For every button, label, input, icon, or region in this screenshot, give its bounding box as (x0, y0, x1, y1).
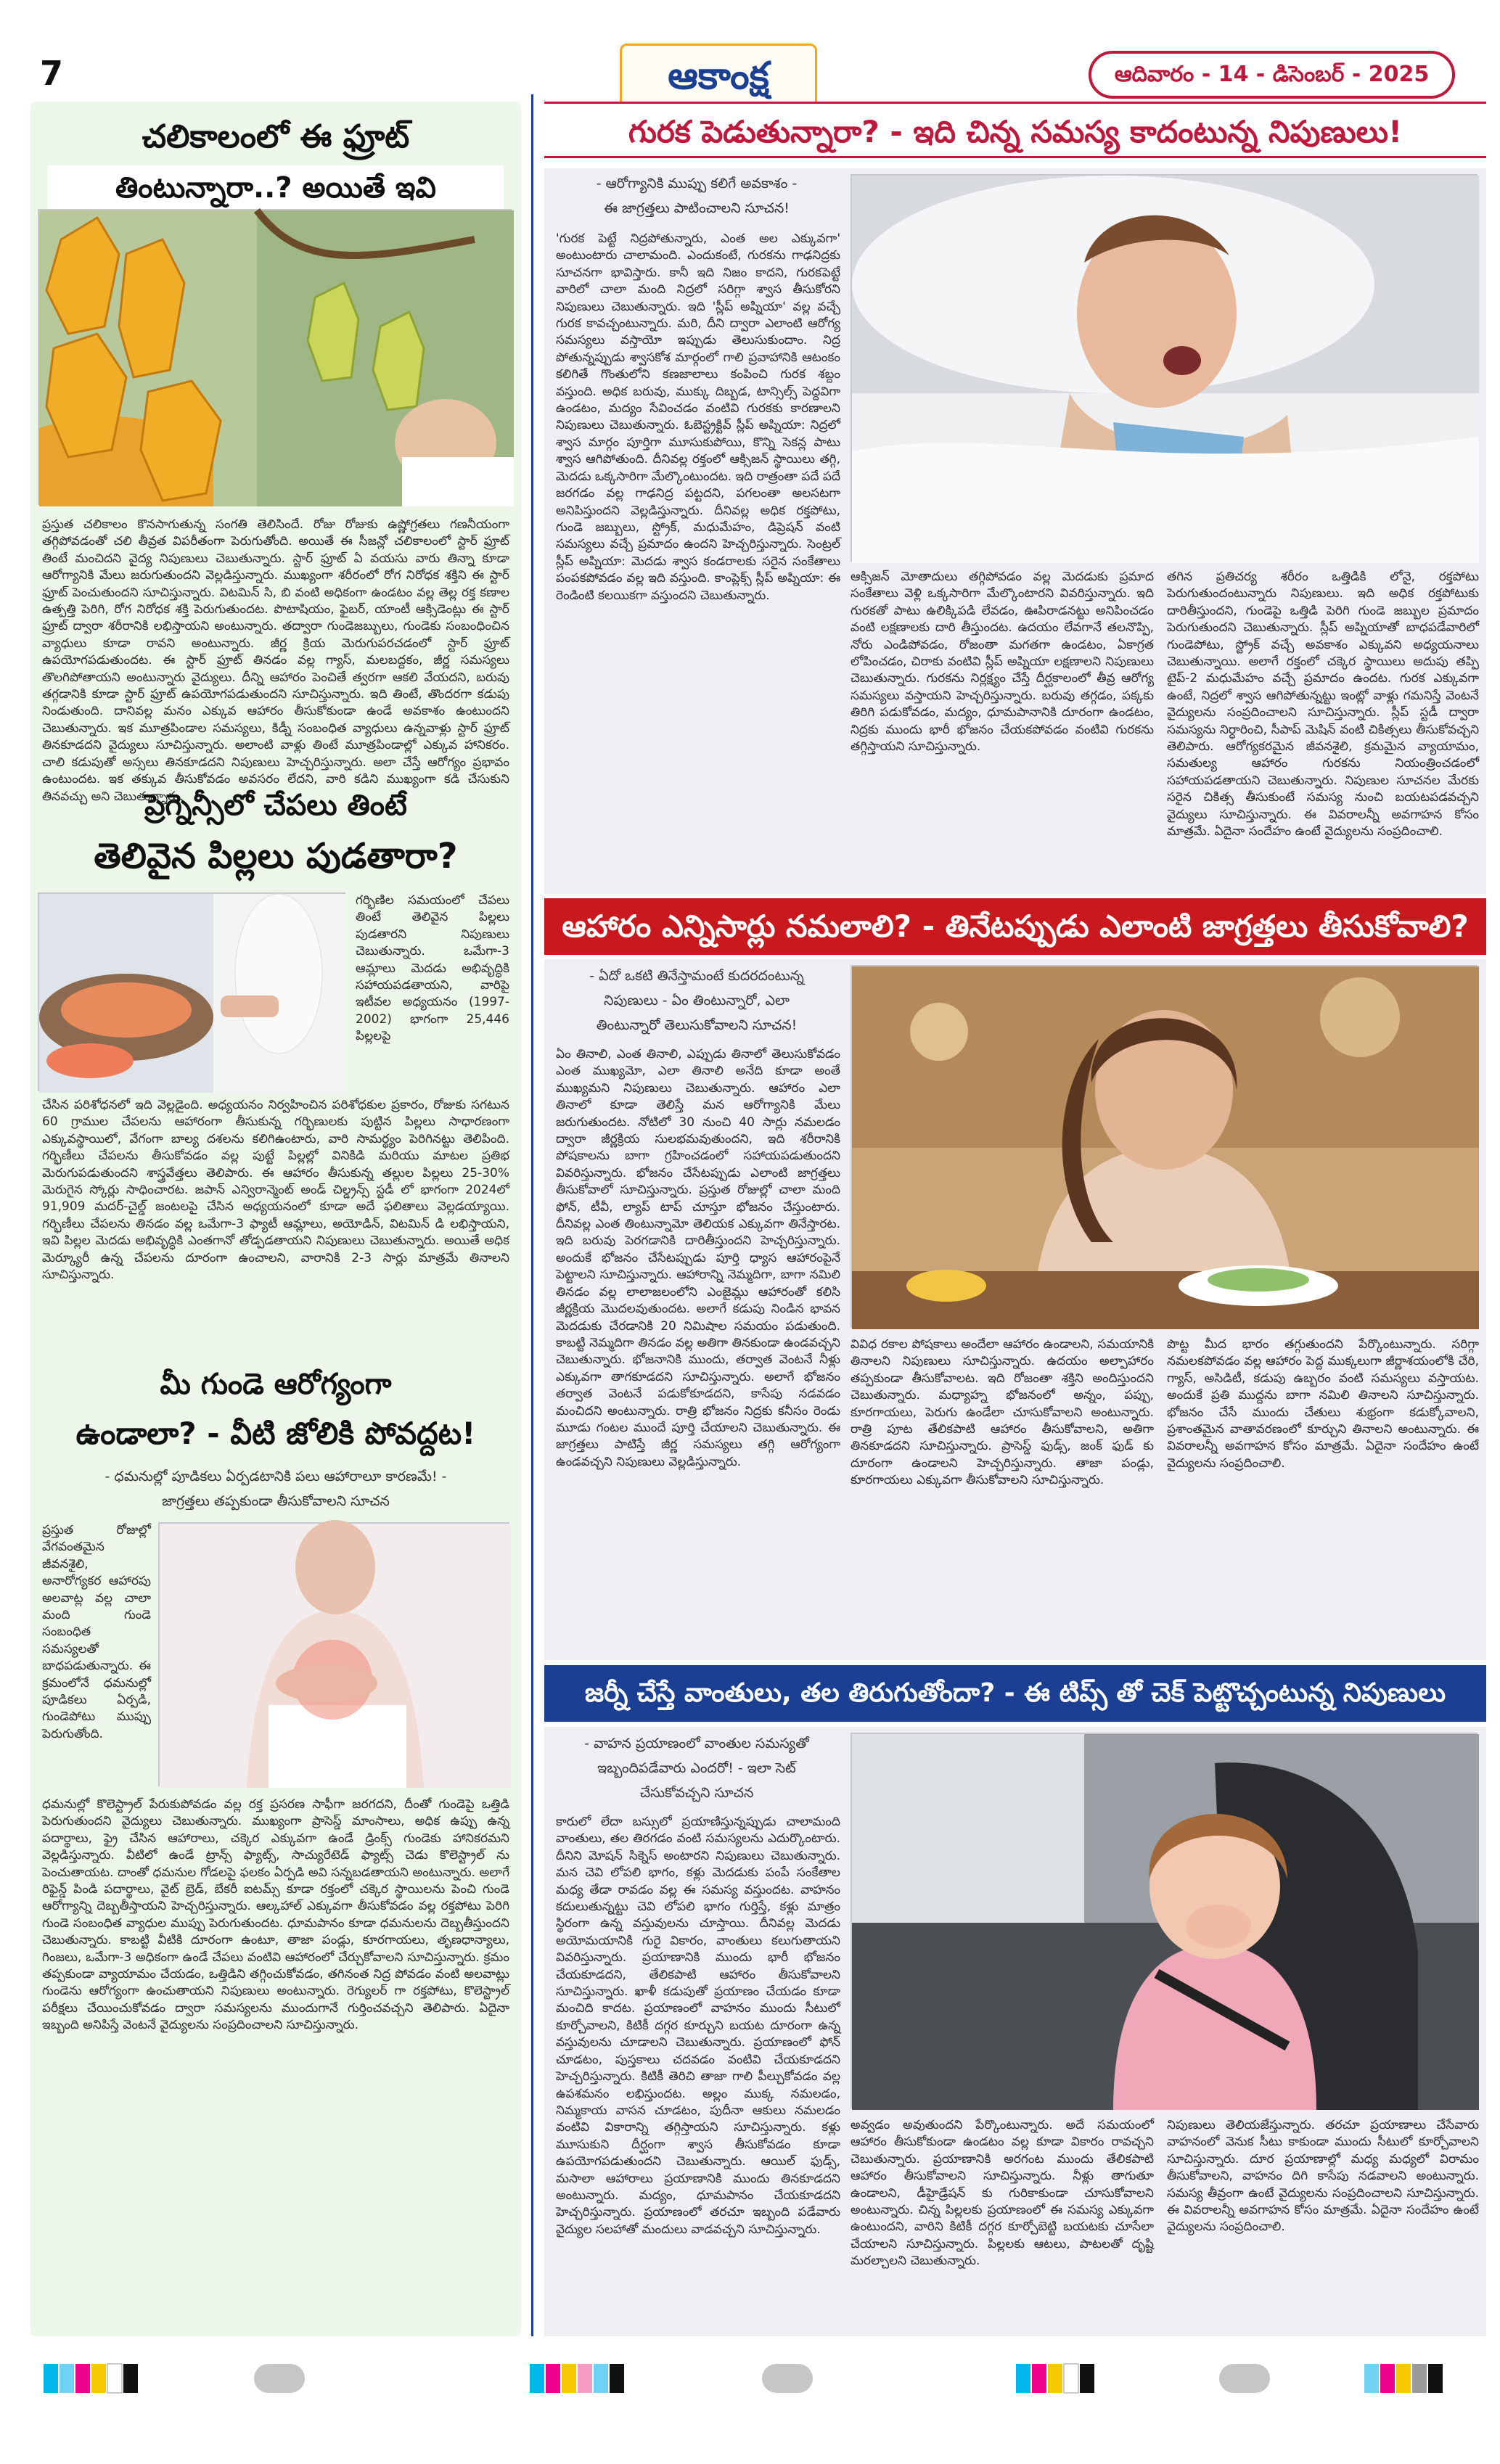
heart-title-line2: ఉండాలా? - వీటి జోలికి పోవద్దట! (75, 1416, 476, 1451)
woman-eating-illustration (852, 966, 1479, 1329)
registration-pill-2 (762, 2364, 813, 2393)
registration-pill-icon (254, 2364, 305, 2393)
heart-body: ధమనుల్లో కొలెస్ట్రాల్ పేరుకుపోవడం వల్ల రక్త ప్రసరణ సాఫీగా జరగదని, దీంతో గుండెపై ఒత్తిడి పెరుగుతుందని వైద్యులు చెబుతున్నారు. ముఖ్యంగా ప్రాసెస్డ్ మాంసాలు, అధిక ఉప్పు ఉన్న పదార్థాలు, ఫ్రై చేసిన ఆహారాలు, చక్కెర ఎక్కువగా ఉండే డ్రింక్స్ గుండెకు హానికరమని వెల్లడిస్తున్నారు. వీటిలో ఉండే ట్రాన్స్ ఫ్యాట్స్, సాచ్యురేటెడ్ ఫ్యాట్స్ చెడు కొలెస్ట్రాల్ ను పెంచుతాయట. దాంతో ధమనుల గోడలపై ఫలకం ఏర్పడి అవి సన్నబడతాయని అంటున్నారు. అలాగే రిఫైన్డ్ పిండి పదార్థాలు, వైట్ బ్రెడ్, బేకరీ ఐటమ్స్ కూడా రక్తంలో చక్కెర స్థాయిలను పెంచి గుండె ఆరోగ్యాన్ని దెబ్బతీస్తాయని హెచ్చరిస్తున్నారు. ఆల్కహాల్ ఎక్కువగా తీసుకోవడం వల్ల రక్తపోటు పెరిగి గుండె సంబంధిత వ్యాధుల ముప్పు పెరుగుతుందట. ధూమపానం కూడా ధమనులను దెబ్బతీస్తుందని చెబుతున్నారు. కాబట్టి వీటికి దూరంగా ఉంటూ, తాజా పండ్లు, కూరగాయలు, తృణధాన్యాలు, గింజలు, ఒమేగా-3 అధికంగా ఉండే చేపలు వంటివి ఆహారంలో చేర్చుకోవాలని సూచిస్తున్నారు. క్రమం తప్పకుండా వ్యాయామం చేయడం, ఒత్తిడిని తగ్గించుకోవడం, తగినంత నిద్ర పోవడం వంటి అలవాట్లు గుండెను ఆరోగ్యంగా ఉంచుతాయని నిపుణులు అంటున్నారు. రెగ్యులర్ గా రక్తపోటు, కొలెస్ట్రాల్ పరీక్షలు చేయించుకోవడం ద్వారా సమస్యలను ముందుగానే గుర్తించవచ్చని తెలిపారు. ఏదైనా ఇబ్బంది అనిపిస్తే వెంటనే వైద్యులను సంప్రదించాలని సూచిస్తున్నారు. (42, 1797, 509, 2033)
heart-title-line1: మీ గుండె ఆరోగ్యంగా (160, 1368, 392, 1401)
heart-side-body: ప్రస్తుత రోజుల్లో వేగవంతమైన జీవనశైలి, అనారోగ్యకర ఆహారపు అలవాట్ల వల్ల చాలా మంది గుండె సంబంధిత సమస్యలతో బాధపడుతున్నారు. ఈ క్రమంలోనే ధమనుల్లో పూడికలు ఏర్పడి, గుండెపోటు ముప్పు పెరుగుతోంది. (42, 1523, 151, 1741)
travel-dek-line2: ఇబ్బందిపడేవారు ఎందరో! - ఇలా సెట్ (597, 1760, 796, 1776)
travel-dek-line3: చేసుకోవచ్చని సూచన (639, 1785, 754, 1801)
eating-dek-line1: - ఏదో ఒకటి తినేస్తామంటే కుదరదంటున్న (589, 968, 804, 984)
color-bars-icon (44, 2364, 138, 2393)
pregnancy-title-line2: తెలివైన పిల్లలు పుడతారా? (94, 836, 458, 876)
snoring-body-2: ఆక్సిజన్ మోతాదులు తగ్గిపోవడం వల్ల మెదడుకు ప్రమాద సంకేతాలు వెళ్లి ఒక్కసారిగా మేల్కొంటారని వివరిస్తున్నారు. ఇది గురకతో పాటు ఉలిక్కిపడి లేవడం, ఊపిరాడనట్టు అనిపించడం వంటి లక్షణాలకు దారి తీస్తుందట. ఉదయం లేవగానే తలనొప్పి, నోరు ఎండిపోవడం, రోజంతా మగతగా ఉండటం, ఏకాగ్రత లోపించడం, చిరాకు వంటివి స్లీప్ అప్నియా లక్షణాలని నిపుణులు చెబుతున్నారు. గురకను నిర్లక్ష్యం చేస్తే దీర్ఘకాలంలో తీవ్ర ఆరోగ్య సమస్యలు వస్తాయని హెచ్చరిస్తున్నారు. బరువు తగ్గడం, పక్కకు తిరిగి పడుకోవడం, మద్యం, ధూమపానానికి దూరంగా ఉండటం, నిద్రకు ముందు భారీ భోజనం చేయకపోవడం వంటివి గురకను తగ్గిస్తాయని సూచిస్తున్నారు. (851, 570, 1154, 755)
travel-body-3: నిపుణులు తెలియజేస్తున్నారు. తరచూ ప్రయాణాలు చేసేవారు వాహనంలో వెనుక సీటు కాకుండా ముందు సీటులో కూర్చోవాలని సూచిస్తున్నారు. దూర ప్రయాణాల్లో మధ్య మధ్యలో విరామం తీసుకోవాలని, వాహనం దిగి కాసేపు నడవాలని అంటున్నారు. సమస్య తీవ్రంగా ఉంటే వైద్యులను సంప్రదించాలని సూచిస్తున్నారు. ఈ వివరాలన్నీ అవగాహన కోసం మాత్రమే. ఏదైనా సందేహం ఉంటే వైద్యులను సంప్రదించాలి. (1167, 2118, 1479, 2235)
color-registration-strip-1 (44, 2364, 138, 2393)
chest-pain-illustration (160, 1524, 511, 1788)
masthead-logo: ఆకాంక్ష (620, 44, 817, 109)
color-registration-strip-4 (1364, 2364, 1473, 2393)
travel-body-2: అవ్వడం అవుతుందని పేర్కొంటున్నారు. అదే సమయంలో ఆహారం తీసుకోకుండా ఉండటం వల్ల కూడా వికారం రావచ్చని చెబుతున్నారు. ప్రయాణానికి అరగంట ముందు తేలికపాటి ఆహారం తీసుకోవాలని సూచిస్తున్నారు. నీళ్లు తాగుతూ ఉండాలని, డీహైడ్రేషన్ కు గురికాకుండా చూసుకోవాలని అంటున్నారు. చిన్న పిల్లలకు ప్రయాణంలో ఈ సమస్య ఎక్కువగా ఉంటుందని, వారిని కిటికీ దగ్గర కూర్చోబెట్టి బయటకు చూసేలా చేయాలని సూచిస్తున్నారు. పిల్లలకు ఆటలు, పాటలతో దృష్టి మరల్చాలని చెబుతున్నారు. (851, 2118, 1154, 2269)
fish-meal-illustration (39, 894, 347, 1093)
color-registration-strip-2 (530, 2364, 639, 2393)
heart-dek-line2: జాగ్రత్తలు తప్పకుండా తీసుకోవాలని సూచన (162, 1493, 390, 1509)
eating-dek-line2: నిపుణులు - ఏం తింటున్నారో, ఎలా (604, 993, 790, 1009)
snoring-man-photo (851, 174, 1478, 562)
woman-eating-photo (851, 965, 1478, 1328)
color-bars-icon (530, 2364, 639, 2393)
fish-meal-photo (38, 892, 345, 1091)
eating-body-1: ఏం తినాలి, ఎంత తినాలి, ఎప్పుడు తినాలో తెలుసుకోవడం ఎంత ముఖ్యమో, ఎలా తినాలి అనేది కూడా అంతే ముఖ్యమని నిపుణులు చెబుతున్నారు. ఆహారం ఎలా తినాలో కూడా తెలిస్తే మన ఆరోగ్యానికి మేలు జరుగుతుందట. నోటిలో 30 నుంచి 40 సార్లు నమలడం ద్వారా జీర్ణక్రియ సులభమవుతుందని, ఇది శరీరానికి పోషకాలను బాగా గ్రహించడంలో సహాయపడుతుందని వివరిస్తున్నారు. భోజనం చేసేటప్పుడు ఎలాంటి జాగ్రత్తలు తీసుకోవాలో సూచిస్తున్నారు. ప్రస్తుత రోజుల్లో చాలా మంది ఫోన్, టీవీ, ల్యాప్ టాప్ చూస్తూ భోజనం చేస్తుంటారు. దీనివల్ల ఎంత తింటున్నామో తెలియక ఎక్కువగా తినేస్తారట. ఇది బరువు పెరగడానికి దారితీస్తుందని హెచ్చరిస్తున్నారు. అందుకే భోజనం చేసేటప్పుడు పూర్తి ధ్యాస ఆహారంపైనే పెట్టాలని సూచిస్తున్నారు. ఆహారాన్ని నెమ్మదిగా, బాగా నమిలి తినడం వల్ల లాలాజలంలోని ఎంజైమ్లు ఆహారంతో కలిసి జీర్ణక్రియ మొదలవుతుందట. అలాగే కడుపు నిండిన భావన మెదడుకు చేరడానికి 20 నిమిషాల సమయం పడుతుంది. కాబట్టి నెమ్మదిగా తినడం వల్ల అతిగా తినకుండా ఉండవచ్చని చెబుతున్నారు. భోజనానికి ముందు, తర్వాత వెంటనే నీళ్లు ఎక్కువగా తాగకూడదని సూచిస్తున్నారు. అలాగే భోజనం తర్వాత వెంటనే పడుకోకూడదని, కాసేపు నడవడం మంచిదని అంటున్నారు. రాత్రి భోజనం నిద్రకు కనీసం రెండు మూడు గంటల ముందే పూర్తి చేయాలని చెబుతున్నారు. ఈ జాగ్రత్తలు పాటిస్తే జీర్ణ సమస్యలు తగ్గి ఆరోగ్యంగా ఉండవచ్చని నిపుణులు వెల్లడిస్తున్నారు. (556, 1047, 840, 1469)
travel-dek-line1: - వాహన ప్రయాణంలో వాంతుల సమస్యతో (584, 1736, 809, 1752)
pregnancy-title-line1: ప్రెగ్నెన్సీలో చేపలు తింటే (144, 789, 407, 822)
eating-body-3: పొట్ట మీద భారం తగ్గుతుందని పేర్కొంటున్నారు. సరిగ్గా నమలకపోవడం వల్ల ఆహారం పెద్ద ముక్కలుగా జీర్ణాశయంలోకి చేరి, గ్యాస్, అసిడిటీ, కడుపు ఉబ్బరం వంటి సమస్యలు వస్తాయట. అందుకే ప్రతి ముద్దను బాగా నమిలి తినాలని సూచిస్తున్నారు. భోజనం చేసే ముందు చేతులు శుభ్రంగా కడుక్కోవాలని, ప్రశాంతమైన వాతావరణంలో కూర్చుని తినాలని అంటున్నారు. ఈ వివరాలన్నీ అవగాహన కోసం మాత్రమే. ఏదైనా సందేహం ఉంటే వైద్యులను సంప్రదించాలి. (1167, 1337, 1479, 1471)
color-bars-icon (1016, 2364, 1125, 2393)
issue-date: ఆదివారం - 14 - డిసెంబర్ - 2025 (1089, 51, 1455, 99)
pregnancy-body: చేసిన పరిశోధనలో ఇది వెల్లడైంది. అధ్యయనం నిర్వహించిన పరిశోధకుల ప్రకారం, రోజుకు సగటున 60 గ్రాముల చేపలను ఆహారంగా తీసుకున్న గర్భిణులకు పుట్టిన పిల్లలు సాధారణంగా ఎక్కువస్థాయిలో, వేగంగా బాల్య దశలను కలిగిఉంటారు, వారి సామర్థ్యం పెరిగినట్టు తెలిపింది. గర్భిణీలు చేపలను తీసుకోవడం వల్ల పుట్టే పిల్లల్లో వినికిడి మరియు మాటల ప్రతిభ మెరుగుపడుతుందని శాస్త్రవేత్తలు తెలిపారు. ఈ ఆహారం తీసుకున్న తల్లుల పిల్లలు 25-30% మెరుగైన స్కోర్లు సాధించారట. జపాన్ ఎన్విరాన్మెంట్ అండ్ చిల్డ్రన్స్ స్టడీ లో భాగంగా 2024లో 91,909 మదర్-చైల్డ్ జంటలపై చేసిన అధ్యయనంలో కూడా అదే ఫలితాలు వెల్లడయ్యాయి. గర్భిణీలు చేపలను తినడం వల్ల ఒమేగా-3 ఫ్యాటీ ఆమ్లాలు, అయోడిన్, విటమిన్ డి లభిస్తాయని, ఇవి పిల్లల మెదడు అభివృద్ధికి ఎంతగానో తోడ్పడతాయని నిపుణులు చెబుతున్నారు. అయితే అధిక మెర్క్యూరీ ఉన్న చేపలను దూరంగా ఉంచాలని, వారానికి 2-3 సార్లు మాత్రమే తినాలని సూచిస్తున్నారు. (42, 1098, 509, 1283)
page-number: 7 (40, 54, 64, 93)
snoring-dek-line1: - ఆరోగ్యానికి ముప్పు కలిగే అవకాశం - (596, 176, 798, 192)
color-bars-icon (1364, 2364, 1473, 2393)
color-registration-strip-3 (1016, 2364, 1125, 2393)
car-sick-child-illustration (852, 1734, 1479, 2110)
starfruit-title-line2: తింటున్నారా..? అయితే ఇవి (48, 165, 504, 255)
starfruit-illustration (39, 210, 514, 506)
starfruit-body: ప్రస్తుత చలికాలం కొనసాగుతున్న సంగతి తెలిసిందే. రోజు రోజుకు ఉష్ణోగ్రతలు గణనీయంగా తగ్గిపోవడంతో చలి తీవ్రత విపరీతంగా పెరుగుతోంది. అయితే ఈ సీజన్లో చలికాలంలో స్టార్ ఫ్రూట్ తింటే మంచిదని వైద్య నిపుణులు చెబుతున్నారు. స్టార్ ఫ్రూట్ ఏ వయసు వారు తిన్నా కూడా ఆరోగ్యానికి మేలు జరుగుతుందని వెల్లడిస్తున్నారు. ముఖ్యంగా శరీరంలో రోగ నిరోధక శక్తిని ఈ స్టార్ ఫ్రూట్ పెంచుతుందని సూచిస్తున్నారు. విటమిన్ సి, బి వంటి అధికంగా ఉండటం వల్ల తెల్ల రక్త కణాల ఉత్పత్తి పెరిగి, రోగ నిరోధక శక్తి పెరుగుతుందట. పొటాషియం, ఫైబర్, యాంటీ ఆక్సిడెంట్లు ఈ స్టార్ ఫ్రూట్ ద్వారా శరీరానికి లభిస్తాయని అంటున్నారు. తద్వారా గుండెజబ్బులు, గుండెకు సంబంధించిన వ్యాధులు కూడా రావని అంటున్నారు. జీర్ణ క్రియ మెరుగుపరచడంలో స్టార్ ఫ్రూట్ ఉపయోగపడుతుందట. ఈ స్టార్ ఫ్రూట్ తినడం వల్ల గ్యాస్, మలబద్దకం, జీర్ణ సమస్యలు తొలగిపోతాయని అంటున్నారు వైద్యులు. దీన్ని ఆహారం పెంచితే త్వరగా ఆకలి వేయదని, బరువు తగ్గడానికి కూడా స్టార్ ఫ్రూట్ ఉపయోగపడుతుందని సూచిస్తున్నారు. ఇది తింటే, తొందరగా కడుపు నిండుతుంది. దానివల్ల మనం ఎక్కువ ఆహారం తీసుకోకుండా ఉండే అవకాశం ఉంటుందని చెబుతున్నారు. ఇక మూత్రపిండాల సమస్యలు, కిడ్నీ సంబంధిత వ్యాధులు ఉన్నవాళ్లు స్టార్ ఫ్రూట్ తినకూడదని వైద్యులు సూచిస్తున్నారు. అలాంటి వాళ్లు తింటే మూత్రపిండాల్లో ఎక్కువ హానికరం. చాలి కడుపుతో అస్సలు తినకూడదని నిపుణులు హెచ్చరిస్తున్నారు. అలా చేస్తే ఆరోగ్యం ప్రభావం ఉంటుందట. ఇక తక్కువ తీసుకోవడం అవసరం లేదని, వారి కడిని ముఖ్యంగా కడి చేసుకుని తినవచ్చు అని చెబుతున్నారు. (42, 517, 509, 804)
snoring-body-3: తగిన ప్రతిచర్య శరీరం ఒత్తిడికి లోనై, రక్తపోటు పెరుగుతుందంటున్నారు నిపుణులు. ఇది అధిక రక్తపోటుకు దారితీస్తుందని, గుండెపై ఒత్తిడి పెరిగి గుండె జబ్బుల ప్రమాదం పెరుగుతుందని చెబుతున్నారు. స్లీప్ అప్నియాతో బాధపడేవారిలో గుండెపోటు, స్ట్రోక్ వచ్చే అవకాశం ఎక్కువని అధ్యయనాలు చెబుతున్నాయి. అలాగే రక్తంలో చక్కెర స్థాయిలు అదుపు తప్పి టైప్-2 మధుమేహం వచ్చే ప్రమాదం ఉందట. గురక ఎక్కువగా ఉంటే, నిద్రలో శ్వాస ఆగిపోతున్నట్టు ఇంట్లో వాళ్లు గమనిస్తే వెంటనే వైద్యులను సంప్రదించాలని సూచిస్తున్నారు. స్లీప్ స్టడీ ద్వారా సమస్యను నిర్ధారించి, సీపాప్ మెషిన్ వంటి చికిత్సలు తీసుకోవచ్చని తెలిపారు. ఆరోగ్యకరమైన జీవనశైలి, క్రమమైన వ్యాయామం, సమతుల్య ఆహారం గురకను నియంత్రించడంలో సహాయపడతాయని చెబుతున్నారు. నిపుణుల సూచనల మేరకు సరైన చికిత్స తీసుకుంటే సమస్య నుంచి బయటపడవచ్చని వైద్యులు సూచిస్తున్నారు. ఈ వివరాలన్నీ అవగాహన కోసం మాత్రమే. ఏదైనా సందేహం ఉంటే వైద్యులను సంప్రదించాలి. (1167, 570, 1479, 839)
eating-dek-line3: తింటున్నారో తెలుసుకోవాలని సూచన! (596, 1017, 798, 1033)
car-sick-child-photo (851, 1733, 1478, 2108)
column-divider (531, 94, 533, 2336)
registration-pill-icon (1219, 2364, 1270, 2393)
starfruit-title-line1: చలికాలంలో ఈ ఫ్రూట్ (142, 118, 410, 155)
chest-pain-photo (158, 1522, 509, 1786)
snoring-dek-line2: ఈ జాగ్రత్తలు పాటించాలని సూచన! (604, 200, 790, 216)
snoring-man-illustration (852, 176, 1479, 563)
registration-pill-icon (762, 2364, 813, 2393)
heart-dek-line1: - ధమనుల్లో పూడికలు ఏర్పడటానికి పలు ఆహారాలూ కారణమే! - (104, 1469, 447, 1484)
eating-body-2: వివిధ రకాల పోషకాలు అందేలా ఆహారం ఉండాలని, సమయానికి తినాలని నిపుణులు సూచిస్తున్నారు. ఉదయం అల్పాహారం తప్పకుండా తీసుకోవాలట. ఇది రోజంతా శక్తిని అందిస్తుందని చెబుతున్నారు. మధ్యాహ్న భోజనంలో అన్నం, పప్పు, కూరగాయలు, పెరుగు ఉండేలా చూసుకోవాలని అంటున్నారు. రాత్రి పూట తేలికపాటి ఆహారం తీసుకోవాలని, అతిగా తినకూడదని సూచిస్తున్నారు. ప్రాసెస్డ్ ఫుడ్స్, జంక్ ఫుడ్ కు దూరంగా ఉండాలని హెచ్చరిస్తున్నారు. తాజా పండ్లు, కూరగాయలు ఎక్కువగా తీసుకోవాలని సూచిస్తున్నారు. (851, 1337, 1154, 1488)
starfruit-photo (38, 209, 512, 505)
registration-pill-3 (1219, 2364, 1270, 2393)
eating-banner: ఆహారం ఎన్నిసార్లు నమలాలి? - తినేటప్పుడు ఎలాంటి జాగ్రత్తలు తీసుకోవాలి? (544, 898, 1486, 955)
snoring-body-1: 'గురక పెట్టే నిద్రపోతున్నారు, ఎంత అల ఎక్కువగా' అంటుంటారు చాలామంది. ఎందుకంటే, గురకను గాఢనిద్రకు సూచనగా భావిస్తారు. కానీ ఇది నిజం కాదని, గురకపెట్టే వారిలో చాలా మంది నిద్రలో సరిగ్గా శ్వాస తీసుకోరని నిపుణులు చెబుతున్నారు. ఇది 'స్లీప్ అప్నియా' వల్ల వచ్చే గురక కావచ్చంటున్నారు. మరి, దీని ద్వారా ఎలాంటి ఆరోగ్య సమస్యలు వస్తాయో ఇప్పుడు తెలుసుకుందాం. నిద్ర పోతున్నప్పుడు శ్వాసకోశ మార్గంలో గాలి ప్రవాహానికి ఆటంకం కలిగితే గొంతులోని కణజాలాలు కంపించి గురక శబ్దం వస్తుంది. అధిక బరువు, ముక్కు దిబ్బడ, టాన్సిల్స్ పెద్దవిగా ఉండటం, మద్యం సేవించడం వంటివి గురకకు కారణాలని నిపుణులు చెబుతున్నారు. ఓబెస్ట్రక్టివ్ స్లీప్ అప్నియా: నిద్రలో శ్వాస మార్గం పూర్తిగా మూసుకుపోయి, కొన్ని సెకన్ల పాటు శ్వాస ఆగిపోతుంది. దీనివల్ల రక్తంలో ఆక్సిజన్ స్థాయిలు తగ్గి, మెదడు ఒక్కసారిగా మేల్కొంటుందట. ఇది రాత్రంతా పదే పదే జరగడం వల్ల గాఢనిద్ర పట్టదని, పగలంతా అలసటగా అనిపిస్తుందని వెల్లడిస్తున్నారు. దీనివల్ల అధిక రక్తపోటు, గుండె జబ్బులు, స్ట్రోక్, మధుమేహం, డిప్రెషన్ వంటి సమస్యలు వచ్చే ప్రమాదం ఉందని హెచ్చరిస్తున్నారు. సెంట్రల్ స్లీప్ అప్నియా: మెదడు శ్వాస కండరాలకు సరైన సంకేతాలు పంపకపోవడం వల్ల ఇది వస్తుంది. కాంప్లెక్స్ స్లీప్ అప్నియా: ఈ రెండింటి కలయికగా వస్తుందని చెబుతున్నారు. (556, 231, 840, 603)
travel-body-1: కారులో లేదా బస్సులో ప్రయాణిస్తున్నప్పుడు చాలామంది వాంతులు, తల తిరగడం వంటి సమస్యలను ఎదుర్కొంటారు. దీనిని మోషన్ సిక్నెస్ అంటారని నిపుణులు చెబుతున్నారు. మన చెవి లోపలి భాగం, కళ్లు మెదడుకు పంపే సంకేతాల మధ్య తేడా రావడం వల్ల ఈ సమస్య వస్తుందట. వాహనం కదులుతున్నట్టు చెవి లోపలి భాగం గుర్తిస్తే, కళ్లు మాత్రం స్థిరంగా ఉన్న వస్తువులను చూస్తాయి. దీనివల్ల మెదడు అయోమయానికి గురై వికారం, వాంతులు కలుగుతాయని వివరిస్తున్నారు. ప్రయాణానికి ముందు భారీ భోజనం చేయకూడదని, తేలికపాటి ఆహారం తీసుకోవాలని సూచిస్తున్నారు. ఖాళీ కడుపుతో ప్రయాణం చేయడం కూడా మంచిది కాదట. ప్రయాణంలో వాహనం ముందు సీటులో కూర్చోవాలని, కిటికీ దగ్గర కూర్చుని బయట దూరంగా ఉన్న వస్తువులను చూడాలని చెబుతున్నారు. ప్రయాణంలో ఫోన్ చూడటం, పుస్తకాలు చదవడం వంటివి చేయకూడదని హెచ్చరిస్తున్నారు. కిటికీ తెరిచి తాజా గాలి పీల్చుకోవడం వల్ల ఉపశమనం లభిస్తుందట. అల్లం ముక్క నమలడం, నిమ్మకాయ వాసన చూడటం, పుదీనా ఆకులు నమలడం వంటివి వికారాన్ని తగ్గిస్తాయని సూచిస్తున్నారు. కళ్లు మూసుకుని దీర్ఘంగా శ్వాస తీసుకోవడం కూడా ఉపయోగపడుతుందని చెబుతున్నారు. ఆయిల్ ఫుడ్స్, మసాలా ఆహారాలు ప్రయాణానికి ముందు తినకూడదని అంటున్నారు. మద్యం, ధూమపానం చేయకూడదని హెచ్చరిస్తున్నారు. ప్రయాణంలో తరచూ ఇబ్బంది పడేవారు వైద్యుల సలహాతో మందులు వాడవచ్చని సూచిస్తున్నారు. (556, 1815, 840, 2237)
snoring-banner: గురక పెడుతున్నారా? - ఇది చిన్న సమస్య కాదంటున్న నిపుణులు! (544, 102, 1486, 158)
travel-banner: జర్నీ చేస్తే వాంతులు, తల తిరుగుతోందా? - ఈ టిప్స్ తో చెక్ పెట్టొచ్చంటున్న నిపుణులు (544, 1665, 1486, 1722)
pregnancy-side-body: గర్భిణిల సమయంలో చేపలు తింటే తెలివైన పిల్లలు పుడతారని నిపుణులు చెబుతున్నారు. ఒమేగా-3 ఆమ్లాలు మెదడు అభివృద్ధికి సహాయపడతాయని, వారిపై ఇటీవల అధ్యయనం (1997-2002) భాగంగా 25,446 పిల్లలపై (356, 893, 509, 1044)
registration-pill-1 (254, 2364, 305, 2393)
